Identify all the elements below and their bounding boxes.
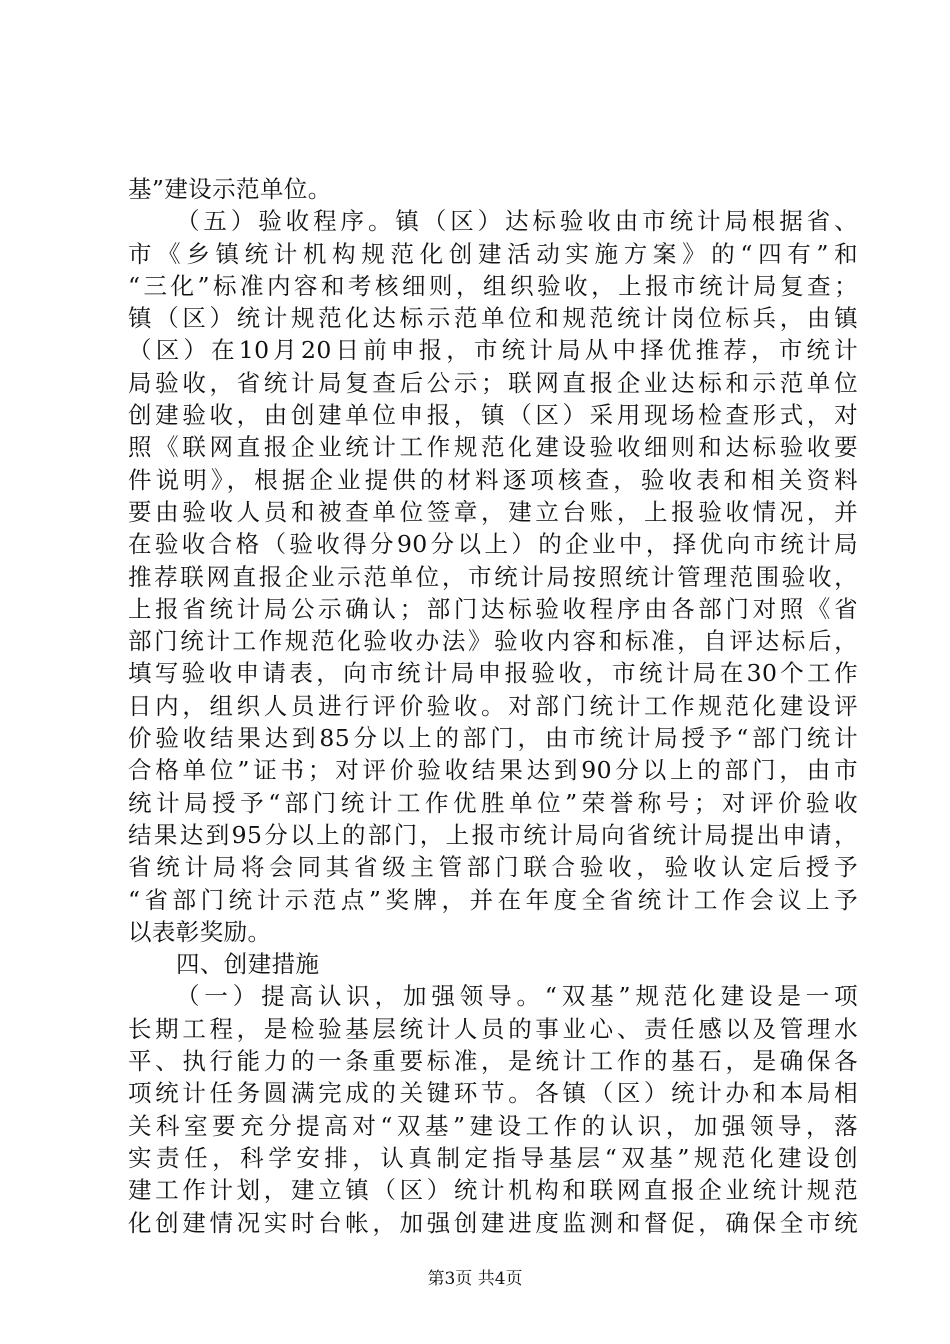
text-line: 合格单位”证书；对评价验收结果达到90分以上的部门，由市: [128, 756, 858, 785]
text-line: 平、执行能力的一条重要标准，是统计工作的基石，是确保各: [128, 1047, 858, 1076]
text-line: 镇（区）统计规范化达标示范单位和规范统计岗位标兵，由镇: [128, 304, 858, 333]
text-line: 省统计局将会同其省级主管部门联合验收，验收认定后授予: [128, 853, 858, 882]
text-line: 部门统计工作规范化验收办法》验收内容和标准，自评达标后，: [128, 627, 858, 656]
text-line: 价验收结果达到85分以上的部门，由市统计局授予“部门统计: [128, 724, 858, 753]
text-line: “省部门统计示范点”奖牌，并在年度全省统计工作会议上予: [128, 885, 858, 914]
text-line: 局验收，省统计局复查后公示；联网直报企业达标和示范单位: [128, 368, 858, 397]
text-line: 创建验收，由创建单位申报，镇（区）采用现场检查形式，对: [128, 401, 858, 430]
text-line: 件说明》，根据企业提供的材料逐项核查，验收表和相关资料: [128, 465, 858, 494]
text-line: 化创建情况实时台帐，加强创建进度监测和督促，确保全市统: [128, 1208, 858, 1237]
document-body: [128, 173, 858, 1239]
text-line: 四、创建措施: [176, 950, 320, 979]
text-line: 实责任，科学安排，认真制定指导基层“双基”规范化建设创: [128, 1143, 858, 1172]
text-line: 以表彰奖励。: [128, 917, 272, 946]
text-line: 建工作计划，建立镇（区）统计机构和联网直报企业统计规范: [128, 1176, 858, 1205]
text-line: 长期工程，是检验基层统计人员的事业心、责任感以及管理水: [128, 1014, 858, 1043]
text-line: （区）在10月20日前申报，市统计局从中择优推荐，市统计: [128, 336, 858, 365]
text-line: 关科室要充分提高对“双基”建设工作的认识，加强领导，落: [128, 1111, 858, 1140]
text-line: 照《联网直报企业统计工作规范化建设验收细则和达标验收要: [128, 433, 858, 462]
text-line: 上报省统计局公示确认；部门达标验收程序由各部门对照《省: [128, 594, 858, 623]
text-line: 填写验收申请表，向市统计局申报验收，市统计局在30个工作: [128, 659, 858, 688]
text-line: 结果达到95分以上的部门，上报市统计局向省统计局提出申请，: [128, 820, 858, 849]
text-line: 要由验收人员和被查单位签章，建立台账，上报验收情况，并: [128, 497, 858, 526]
text-line: （一）提高认识，加强领导。“双基”规范化建设是一项: [176, 982, 858, 1011]
text-line: （五）验收程序。镇（区）达标验收由市统计局根据省、: [176, 207, 858, 236]
text-line: 推荐联网直报企业示范单位，市统计局按照统计管理范围验收，: [128, 562, 858, 591]
text-line: 项统计任务圆满完成的关键环节。各镇（区）统计办和本局相: [128, 1079, 858, 1108]
text-line: 日内，组织人员进行评价验收。对部门统计工作规范化建设评: [128, 691, 858, 720]
page-footer: 第3页 共4页: [427, 1269, 523, 1289]
text-line: “三化”标准内容和考核细则，组织验收，上报市统计局复查；: [128, 271, 858, 300]
text-line: 在验收合格（验收得分90分以上）的企业中，择优向市统计局: [128, 530, 858, 559]
text-line: 统计局授予“部门统计工作优胜单位”荣誉称号；对评价验收: [128, 788, 858, 817]
text-line: 基”建设示范单位。: [128, 175, 332, 203]
text-line: 市《乡镇统计机构规范化创建活动实施方案》的“四有”和: [128, 239, 858, 268]
